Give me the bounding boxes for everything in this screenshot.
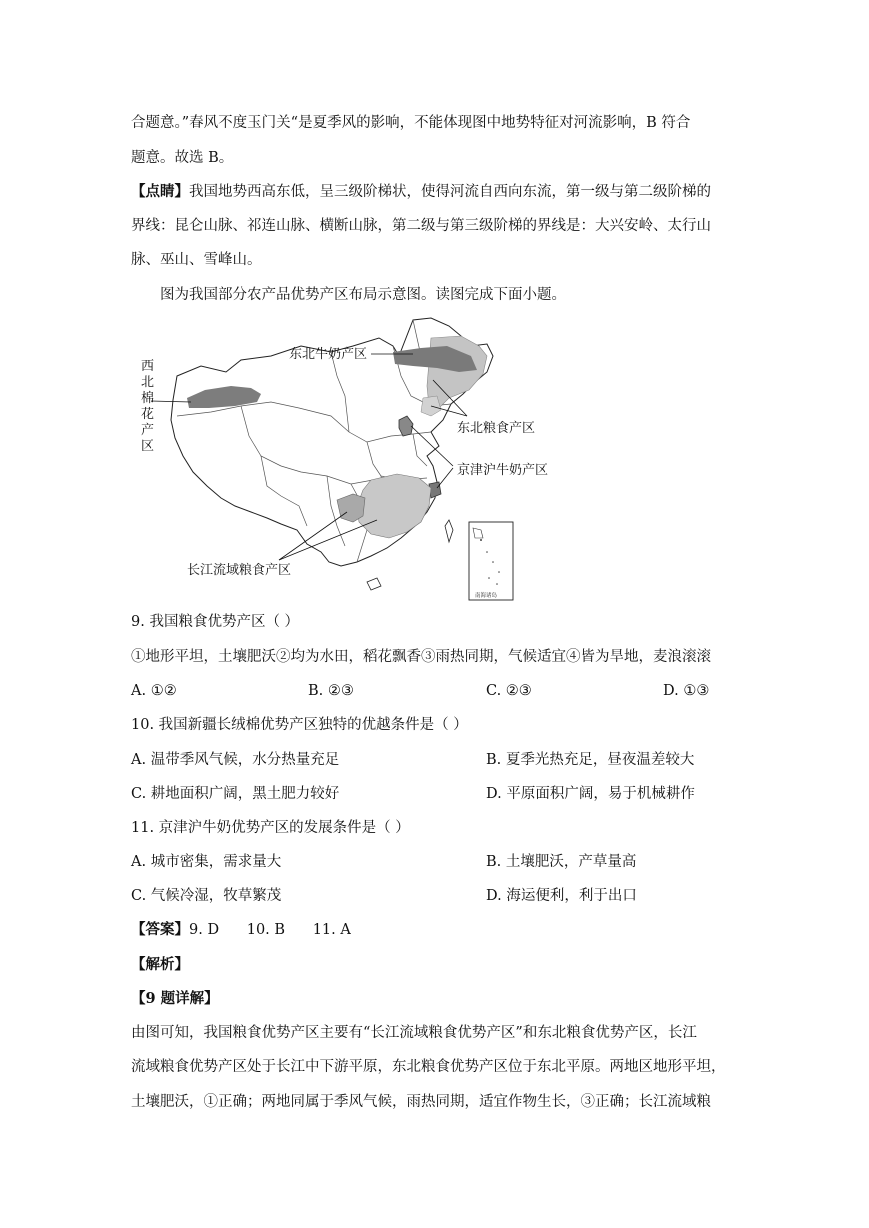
q9-option-b[interactable]: B. ②③ (308, 683, 354, 699)
svg-text:西: 西 (141, 359, 155, 374)
answer-tag: 【答案】 (131, 921, 189, 938)
svg-text:产: 产 (141, 423, 155, 438)
intro-text: 图为我国部分农产品优势产区布局示意图。读图完成下面小题。 (160, 287, 566, 303)
q10-option-d[interactable]: D. 平原面积广阔，易于机械耕作 (486, 786, 695, 802)
label-yangtze-grain: 长江流域粮食产区 (187, 563, 292, 578)
tip-line1 (131, 182, 711, 202)
q11-option-c[interactable]: C. 气候冷湿，牧草繁茂 (131, 888, 282, 904)
q11-option-a[interactable]: A. 城市密集，需求量大 (131, 854, 282, 870)
q10-option-b[interactable]: B. 夏季光热充足，昼夜温差较大 (486, 752, 695, 768)
q10-option-a[interactable]: A. 温带季风气候，水分热量充足 (131, 752, 340, 768)
q9-option-d[interactable]: D. ①③ (663, 683, 710, 699)
q11-stem: 11. 京津沪牛奶优势产区的发展条件是（ ） (131, 820, 410, 836)
south-china-sea-inset (469, 522, 513, 600)
para1-line2: 题意。故选 B。 (131, 150, 234, 166)
q9-statements: ①地形平坦，土壤肥沃②均为水田，稻花飘香③雨热同期，气候适宜④皆为旱地，麦浪滚滚 (131, 649, 711, 665)
label-ne-grain: 东北粮食产区 (457, 421, 536, 436)
tip-line2: 界线：昆仑山脉、祁连山脉、横断山脉，第二级与第三级阶梯的界线是：大兴安岭、太行山 (131, 218, 711, 234)
detail-line2: 流域粮食优势产区处于长江中下游平原，东北粮食优势产区位于东北平原。两地区地形平坦， (131, 1059, 726, 1075)
label-nw-cotton (141, 359, 154, 454)
q10-option-c[interactable]: C. 耕地面积广阔，黑土肥力较好 (131, 786, 340, 802)
q9-stem: 9. 我国粮食优势产区（ ） (131, 614, 300, 630)
q9-option-a[interactable]: A. ①② (131, 683, 177, 699)
tip-line3: 脉、巫山、雪峰山。 (131, 252, 262, 268)
detail-tag: 【9 题详解】 (131, 990, 219, 1007)
svg-text:区: 区 (141, 439, 155, 454)
q10-stem: 10. 我国新疆长绒棉优势产区独特的优越条件是（ ） (131, 717, 468, 733)
analysis-tag: 【解析】 (131, 956, 189, 973)
svg-text:花: 花 (141, 407, 155, 422)
q11-option-b[interactable]: B. 土壤肥沃，产草量高 (486, 854, 637, 870)
q9-option-c[interactable]: C. ②③ (486, 683, 532, 699)
detail-line1: 由图可知，我国粮食优势产区主要有“长江流域粮食优势产区”和东北粮食优势产区，长江 (131, 1025, 697, 1041)
svg-text:棉: 棉 (141, 391, 155, 406)
answer-line (131, 920, 351, 940)
para1-line1: 合题意。”春风不度玉门关“是夏季风的影响，不能体现图中地势特征对河流影响，B 符合 (131, 115, 691, 131)
inset-label: 南海诸岛 (475, 593, 498, 599)
detail-line3: 土壤肥沃，①正确；两地同属于季风气候，雨热同期，适宜作物生长，③正确；长江流域粮 (131, 1094, 711, 1110)
china-agri-map (131, 316, 549, 606)
answer-text: 9. D 10. B 11. A (189, 922, 351, 938)
tip-text-1: 我国地势西高东低，呈三级阶梯状，使得河流自西向东流，第一级与第二级阶梯的 (189, 184, 711, 200)
svg-text:北: 北 (141, 375, 155, 390)
q11-option-d[interactable]: D. 海运便利，利于出口 (486, 888, 637, 904)
label-jjh-milk: 京津沪牛奶产区 (457, 463, 549, 478)
yangtze-grain-region (357, 474, 431, 538)
label-ne-milk: 东北牛奶产区 (289, 347, 368, 362)
tip-tag: 【点睛】 (131, 183, 189, 200)
